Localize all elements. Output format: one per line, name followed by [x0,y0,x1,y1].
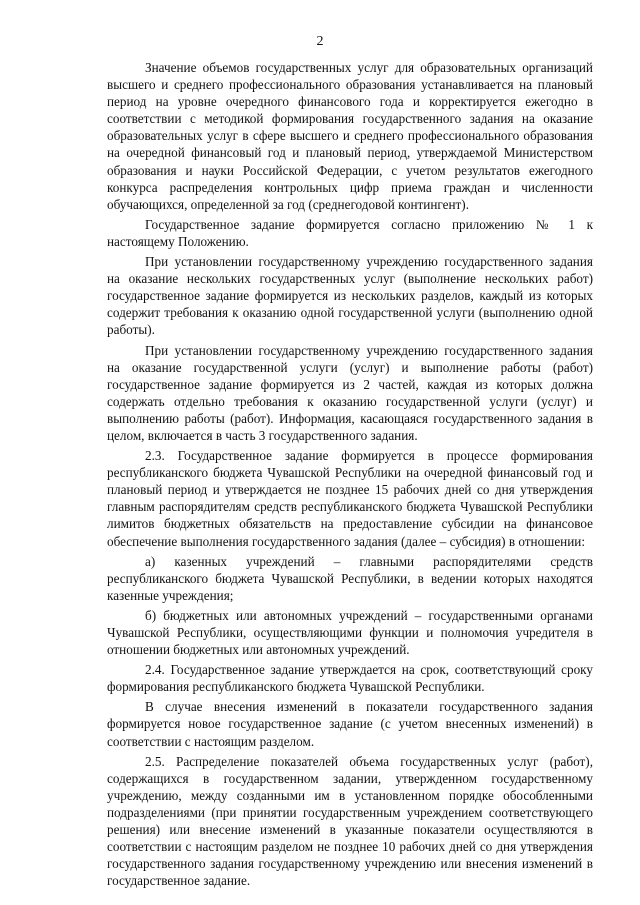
paragraph-section-2-3: 2.3. Государственное задание формируется в процессе формирования республиканского бюджета Чувашской Республики на очередной финансовый год и плановый период и утверждается не позднее 15 рабочих дней со дня утверждения главным распорядителям средств республиканского бюджета Чувашской Республики лимитов бюджетных обязательств на предоставление субсидии на финансовое обеспечение выполнения государственного задания (далее – субсидия) в отношении: [107,448,593,549]
paragraph-section-2-5: 2.5. Распределение показателей объема государственных услуг (работ), содержащихся в государственном задании, утвержденном государственному учреждению, между созданными им в установленном порядке обособленными подразделениями (при принятии государственным учреждением соответствующего решения) или внесение изменений в указанные показатели осуществляются в соответствии с настоящим разделом не позднее 10 рабочих дней со дня утверждения государственного задания государственному учреждению или внесения изменений в государственное задание. [107,753,593,889]
paragraph-section-2-4: 2.4. Государственное задание утверждается на срок, соответствующий сроку формирования республиканского бюджета Чувашской Республики. [107,662,593,695]
paragraph-several-services: При установлении государственному учреждению государственного задания на оказание нескольких государственных услуг (выполнение нескольких работ) государственное задание формируется из нескольких разделов, каждый из которых содержит требования к оказанию одной государственной услуги (выполнению одной работы). [107,254,593,338]
paragraph-appendix-reference: Государственное задание формируется согласно приложению № 1 к настоящему Положению. [107,216,593,249]
paragraph-item-b: б) бюджетных или автономных учреждений – государственными органами Чувашской Республики, осуществляющими функции и полномочия учредителя в отношении бюджетных или автономных учреждений. [107,607,593,658]
paragraph-item-a: а) казенных учреждений – главными распорядителями средств республиканского бюджета Чувашской Республики, в ведении которых находятся казенные учреждения; [107,553,593,603]
paragraph-changes: В случае внесения изменений в показатели государственного задания формируется новое государственное задание (с учетом внесенных изменений) в соответствии с настоящим разделом. [107,699,593,749]
document-body [107,59,593,892]
paragraph-services-and-works: При установлении государственному учреждению государственного задания на оказание государственной услуги (услуг) и выполнение работы (работ) государственное задание формируется из 2 частей, каждая из которых должна содержать отдельно требования к оказанию государственной услуги (услуг) и выполнению работы (работ). Информация, касающаяся государственного задания в целом, включается в часть 3 государственного задания. [107,342,593,443]
paragraph-volume-of-services: Значение объемов государственных услуг для образовательных организаций высшего и среднего профессионального образования устанавливается на плановый период на уровне очередного финансового года и корректируется ежегодно в соответствии с методикой формирования государственного задания на оказание образовательных услуг в сфере высшего и среднего профессионального образования на очередной финансовый год и плановый период, утверждаемой Министерством образования и науки Российской Федерации, с учетом результатов ежегодного конкурса распределения контрольных цифр приема граждан и численности обучающихся, определенной за год (среднегодовой контингент). [107,60,593,212]
page-number: 2 [316,34,324,49]
